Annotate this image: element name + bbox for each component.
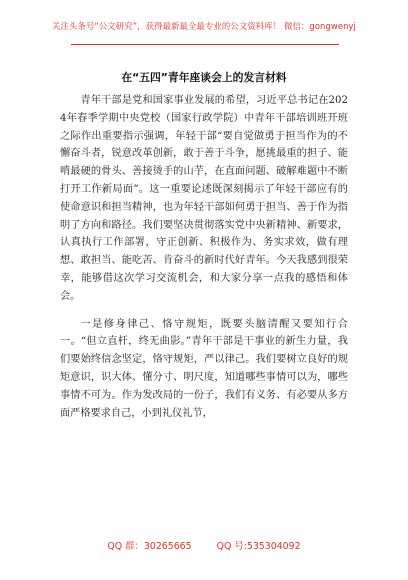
footer-qq-group: QQ 群：30265665 bbox=[107, 541, 192, 552]
header-divider bbox=[71, 44, 339, 45]
paragraph-1: 青年干部是党和国家事业发展的希望，习近平总书记在2024年春季学期中央党校（国家行政学院）中青年干部培训班开班之际作出重要指示强调，年轻干部“要自觉做勇于担当作为的不懈奋斗者，锐意改革创新，敢于善于斗争，愿挑最重的担子、能啃最硬的骨头、善接烫手的山芋，在直面问题、破解难题中不断打开工作新局面”。这一重要论述既深刻揭示了年轻干部应有的使命意识和担当精神，也为年轻干部如何勇于担当、善于作为指明了方向和路径。我们要坚决贯彻落实党中央新精神、新要求，认真执行工作部署，守正创新、积极作为、务实求效，做有理想、敢担当、能吃苦、肯奋斗的新时代好青年。今天我感到很荣幸，能够借这次学习交流机会，和大家分享一点我的感悟和体会。 bbox=[60, 95, 348, 302]
document-title: 在“五四”青年座谈会上的发言材料 bbox=[121, 71, 287, 84]
paragraph-2: 一是修身律己、恪守规矩，既要头脑清醒又要知行合一。“但立直杆，终无曲影。”青年干部是干事业的新生力量，我们要始终信念坚定，恪守规矩，严以律己。我们要树立良好的规矩意识，识大体、懂分寸、明尺度，知道哪些事情可以为，哪些事情不可为。作为发改局的一份子，我们有义务、有必要从多方面严格要求自己，小到礼仪礼节， bbox=[60, 318, 348, 419]
top-banner: 关注头条号“公文研究”，获得最新最全最专业的公文资料库！ 微信：gongwenyj bbox=[52, 21, 356, 31]
footer-qq-number: QQ 号:535304092 bbox=[216, 541, 301, 552]
document-body bbox=[60, 92, 348, 422]
footer-contact bbox=[0, 538, 408, 552]
